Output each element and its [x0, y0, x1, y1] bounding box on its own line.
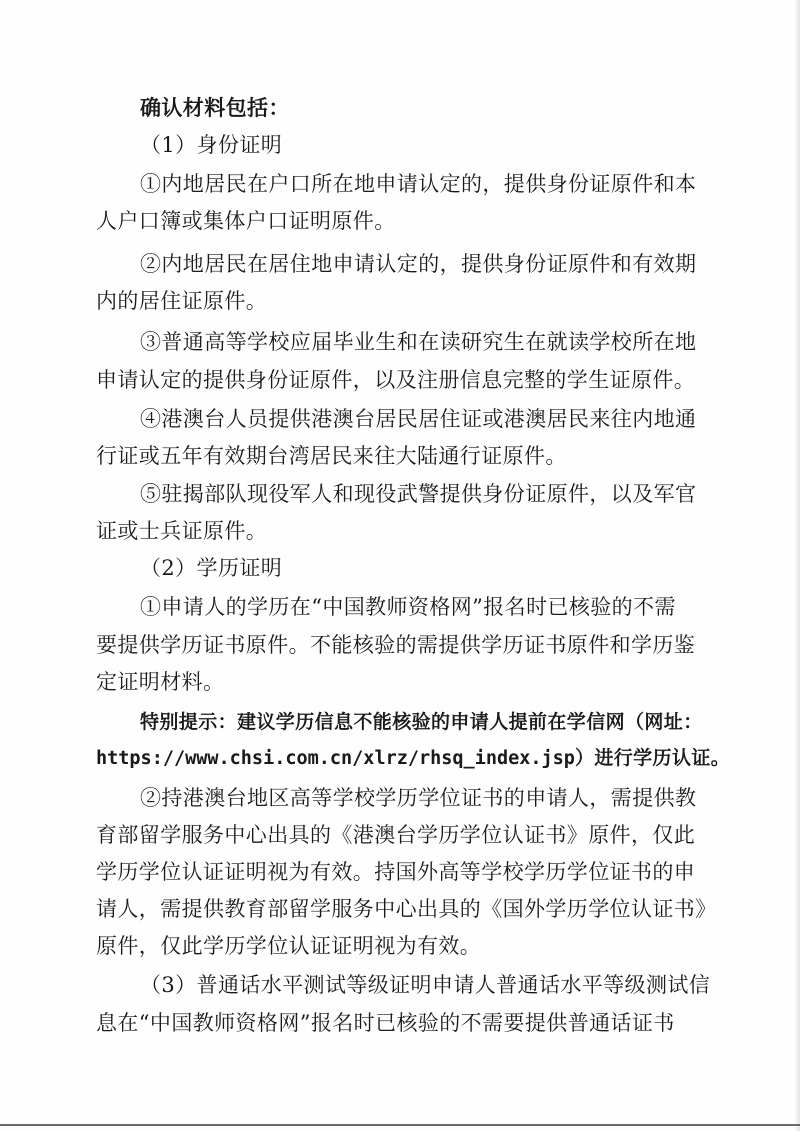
materials-heading: 确认材料包括：: [140, 95, 290, 120]
s1-item1-line1: ①内地居民在户口所在地申请认定的，提供身份证原件和本: [140, 172, 697, 196]
s1-item4-line1: ④港澳台人员提供港澳台居民居住证或港澳居民来往内地通: [140, 407, 697, 431]
s2-item2-line2: 育部留学服务中心出具的《港澳台学历学位认证书》原件，仅此: [96, 823, 696, 847]
s2-item1-line2: 要提供学历证书原件。不能核验的需提供学历证书原件和学历鉴: [96, 633, 696, 657]
s1-item4-line2: 行证或五年有效期台湾居民来往大陆通行证原件。: [96, 444, 567, 468]
s1-item1-line2: 人户口簿或集体户口证明原件。: [96, 209, 396, 233]
scan-bottom-edge: [0, 1124, 800, 1126]
s2-item1-line3: 定证明材料。: [96, 670, 225, 694]
chsi-url[interactable]: https://www.chsi.com.cn/xlrz/rhsq_index.jsp: [96, 748, 575, 769]
s2-item2-line4: 请人，需提供教育部留学服务中心出具的《国外学历学位认证书》: [96, 897, 717, 921]
special-tip-line2: [96, 744, 730, 773]
special-tip-line1: 特别提示：建议学历信息不能核验的申请人提前在学信网（网址：: [140, 711, 703, 733]
s2-item2-line3: 学历学位认证证明视为有效。持国外高等学校学历学位证书的申: [96, 860, 696, 884]
s1-item5-line2: 证或士兵证原件。: [96, 519, 268, 543]
s2-item2-line5: 原件，仅此学历学位认证证明视为有效。: [96, 934, 482, 958]
section3-line2: 息在“中国教师资格网”报名时已核验的不需要提供普通话证书: [96, 1011, 675, 1035]
s1-item3-line1: ③普通高等学校应届毕业生和在读研究生在就读学校所在地: [140, 330, 697, 354]
s1-item3-line2: 申请认定的提供身份证原件，以及注册信息完整的学生证原件。: [96, 368, 696, 392]
special-tip-suffix: ）进行学历认证。: [574, 747, 731, 769]
s2-item1-line1: ①申请人的学历在“中国教师资格网”报名时已核验的不需: [140, 595, 676, 619]
scan-edge-shade: [794, 0, 800, 1131]
s2-item2-line1: ②持港澳台地区高等学校学历学位证书的申请人，需提供教: [140, 786, 697, 810]
section2-title: （2）学历证明: [140, 556, 283, 580]
s1-item2-line2: 内的居住证原件。: [96, 289, 268, 313]
s1-item5-line1: ⑤驻揭部队现役军人和现役武警提供身份证原件，以及军官: [140, 482, 697, 506]
section3-line1: （3）普通话水平测试等级证明申请人普通话水平等级测试信: [140, 973, 711, 997]
s1-item2-line1: ②内地居民在居住地申请认定的，提供身份证原件和有效期: [140, 252, 697, 276]
section1-title: （1）身份证明: [140, 133, 283, 157]
